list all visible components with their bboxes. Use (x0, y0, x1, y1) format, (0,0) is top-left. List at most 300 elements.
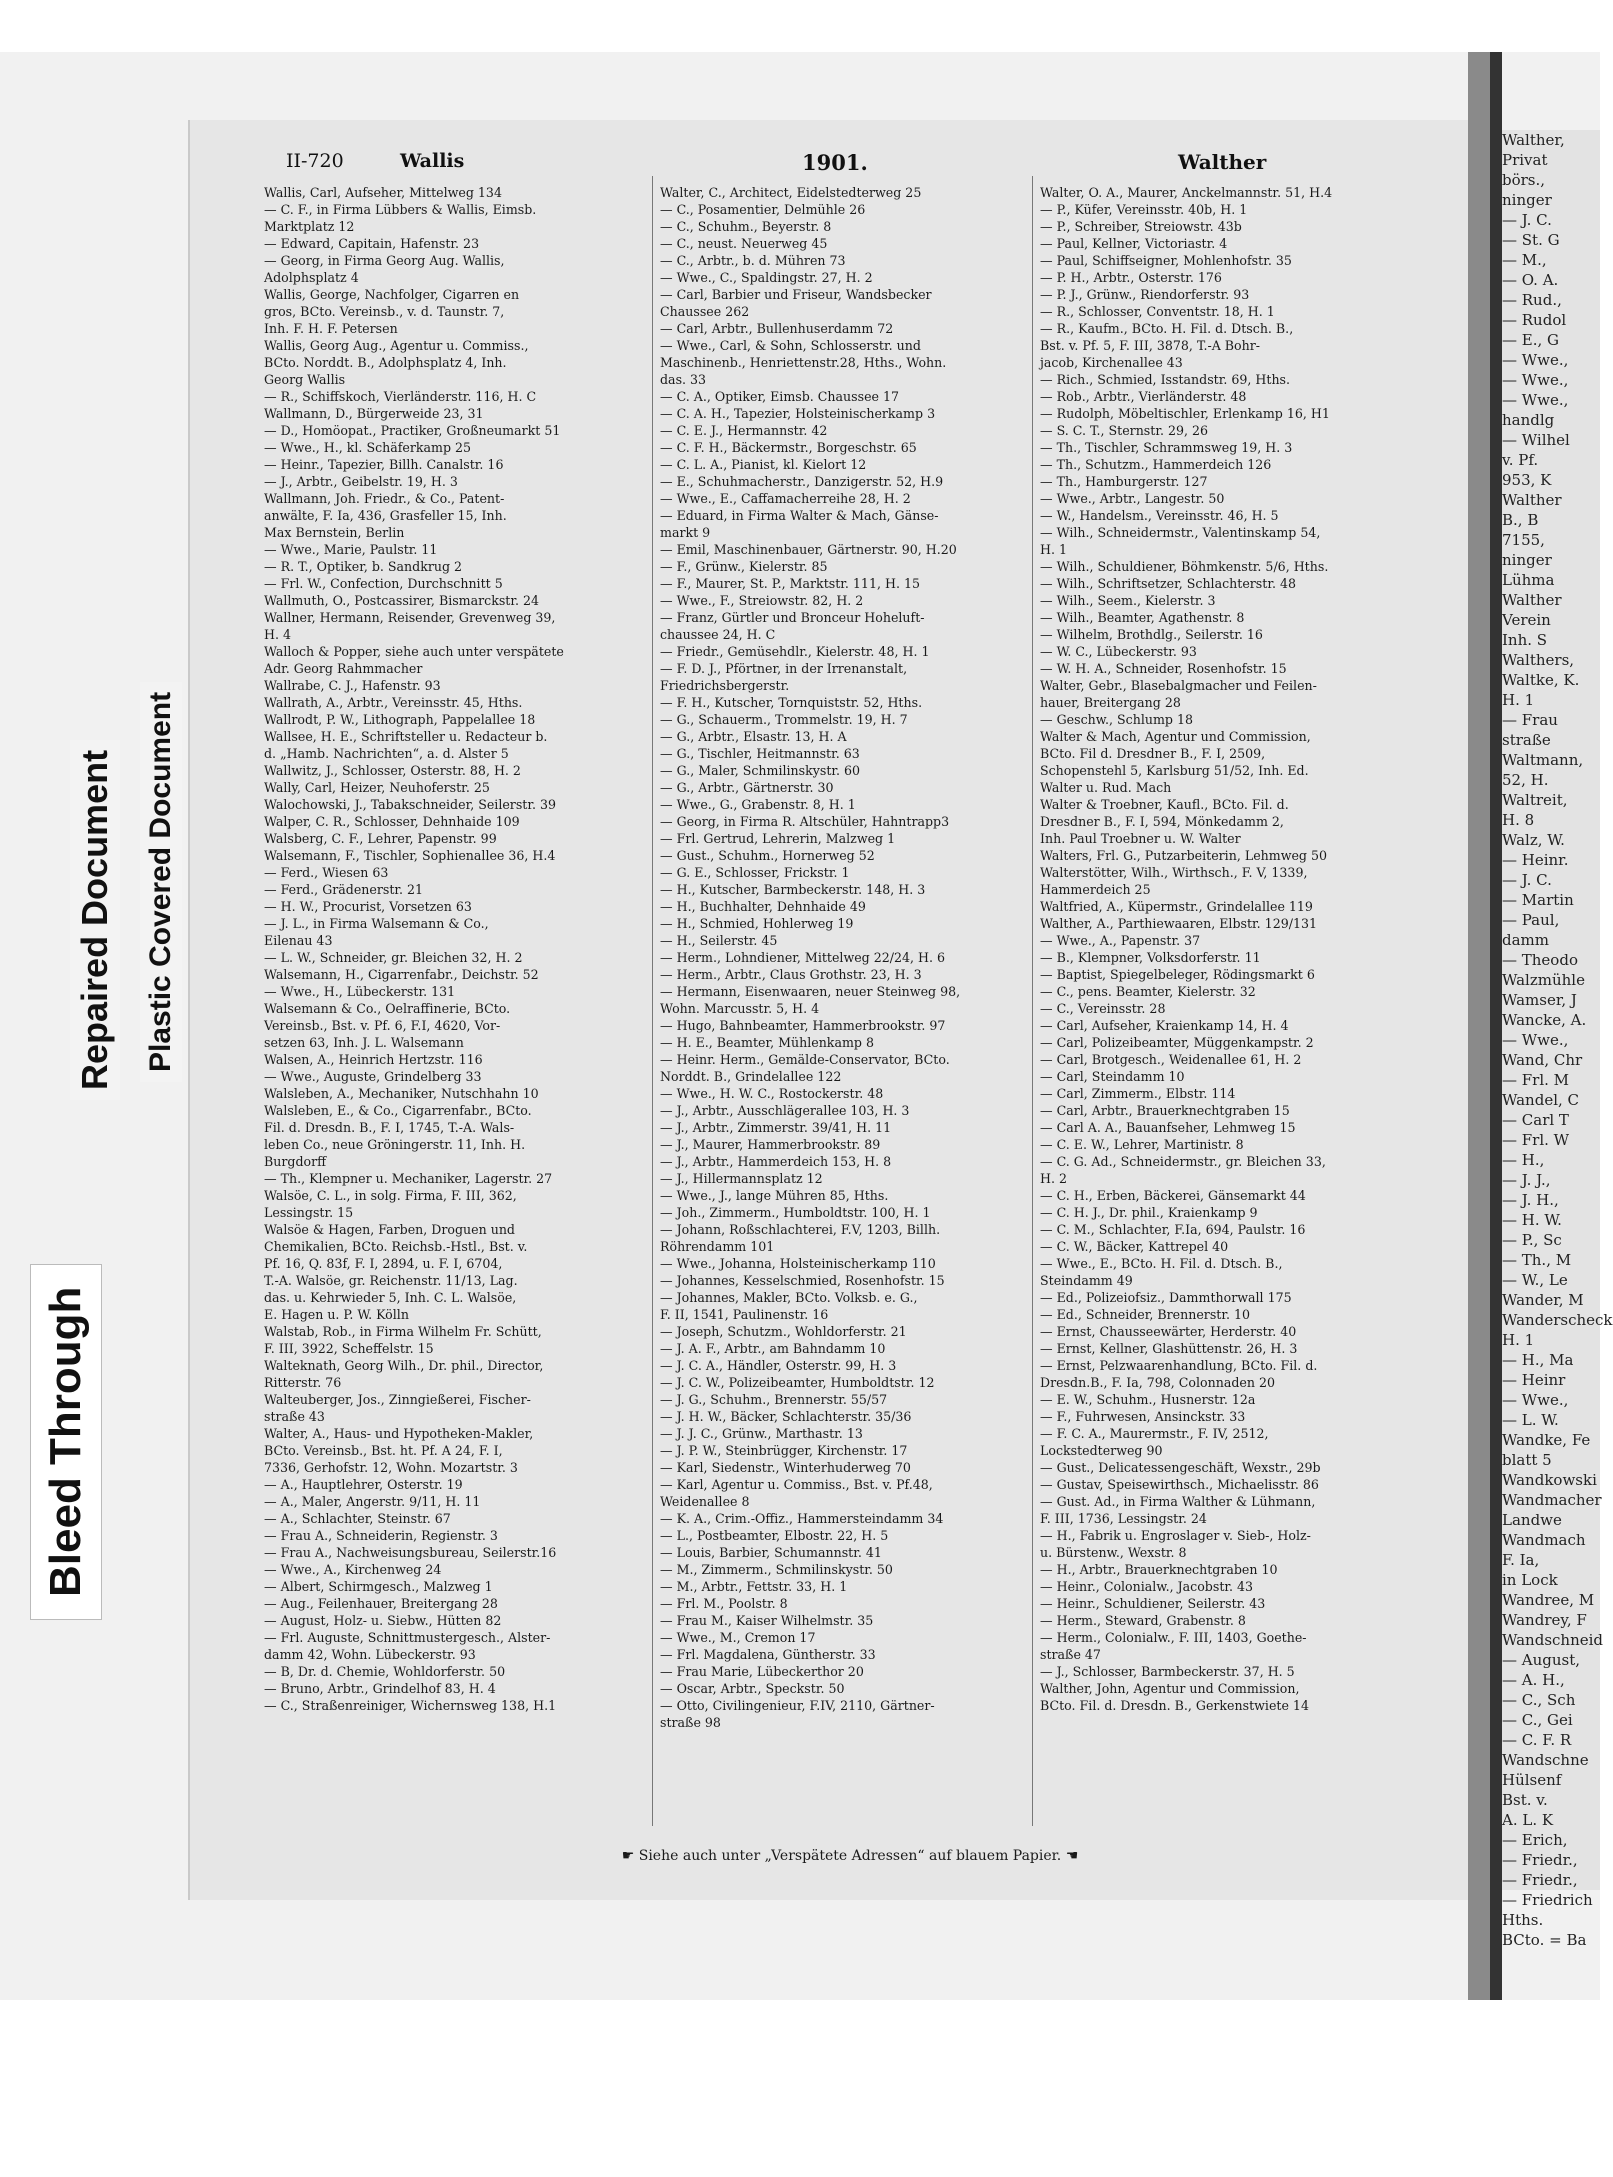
page-number: II-720 (286, 150, 344, 172)
directory-entry: — W. C., Lübeckerstr. 93 (1040, 644, 1197, 659)
facing-page-line: — C. F. R (1502, 1731, 1572, 1749)
directory-entry: — P., Küfer, Vereinsstr. 40b, H. 1 (1040, 202, 1248, 217)
directory-entry: Maschinenb., Henriettenstr.28, Hths., Wohn. (660, 355, 947, 370)
facing-page-line: — Wwe., (1502, 371, 1569, 389)
bleed-through-label: Bleed Through (30, 1264, 102, 1620)
directory-entry: — Carl, Barbier und Friseur, Wandsbecker (660, 287, 932, 302)
directory-entry: Walter, A., Haus- und Hypotheken-Makler, (264, 1426, 534, 1441)
directory-column-1 (264, 184, 654, 1784)
directory-entry: — Herm., Lohndiener, Mittelweg 22/24, H. 6 (660, 950, 946, 965)
directory-entry: — Albert, Schirmgesch., Malzweg 1 (264, 1579, 493, 1594)
facing-page-line: Walz, W. (1502, 831, 1565, 849)
directory-entry: — K. A., Crim.-Offiz., Hammersteindamm 34 (660, 1511, 944, 1526)
facing-page-line: H. 8 (1502, 811, 1535, 829)
directory-entry: — Wwe., Arbtr., Langestr. 50 (1040, 491, 1225, 506)
facing-page-line: Wanderscheck (1502, 1311, 1613, 1329)
facing-page-line: Wandmach (1502, 1531, 1586, 1549)
directory-entry: — Friedr., Gemüsehdlr., Kielerstr. 48, H. 1 (660, 644, 930, 659)
directory-entry: Wallis, George, Nachfolger, Cigarren en (264, 287, 520, 302)
directory-entry: — Frl. Gertrud, Lehrerin, Malzweg 1 (660, 831, 896, 846)
directory-entry: Inh. Paul Troebner u. W. Walter (1040, 831, 1241, 846)
facing-page-line: — St. G (1502, 231, 1560, 249)
facing-page-line: — Wilhel (1502, 431, 1570, 449)
directory-entry: — Ernst, Chausseewärter, Herderstr. 40 (1040, 1324, 1297, 1339)
directory-entry: Walteuberger, Jos., Zinngießerei, Fischer- (264, 1392, 531, 1407)
directory-entry: straße 98 (660, 1715, 721, 1730)
directory-entry: — C., pens. Beamter, Kielerstr. 32 (1040, 984, 1256, 999)
directory-entry: — Wwe., H., Lübeckerstr. 131 (264, 984, 456, 999)
facing-page-line: — H., Ma (1502, 1351, 1574, 1369)
directory-entry: — Carl, Polizeibeamter, Müggenkampstr. 2 (1040, 1035, 1314, 1050)
directory-entry: — E., Schuhmacherstr., Danzigerstr. 52, H.9 (660, 474, 944, 489)
directory-entry: — Aug., Feilenhauer, Breitergang 28 (264, 1596, 498, 1611)
directory-entry: Fil. d. Dresdn. B., F. I, 1745, T.-A. Wals- (264, 1120, 515, 1135)
facing-page-line: F. Ia, (1502, 1551, 1540, 1569)
directory-entry: H. 2 (1040, 1171, 1068, 1186)
directory-entry: — J. A. F., Arbtr., am Bahndamm 10 (660, 1341, 886, 1356)
directory-entry: 7336, Gerhofstr. 12, Wohn. Mozartstr. 3 (264, 1460, 518, 1475)
directory-entry: Walter u. Rud. Mach (1040, 780, 1172, 795)
facing-page-line: — Erich, (1502, 1831, 1568, 1849)
directory-entry: — C. H. J., Dr. phil., Kraienkamp 9 (1040, 1205, 1258, 1220)
facing-page-line: ninger (1502, 551, 1552, 569)
facing-page-line: Walther (1502, 491, 1562, 509)
directory-entry: Eilenau 43 (264, 933, 333, 948)
directory-entry: — Louis, Barbier, Schumannstr. 41 (660, 1545, 882, 1560)
facing-page-line: — Friedr., (1502, 1871, 1578, 1889)
directory-entry: — Carl, Steindamm 10 (1040, 1069, 1185, 1084)
directory-entry: — Wilh., Schuldiener, Böhmkenstr. 5/6, Hths. (1040, 559, 1329, 574)
directory-entry: — J., Hillermannsplatz 12 (660, 1171, 823, 1186)
directory-entry: — Geschw., Schlump 18 (1040, 712, 1193, 727)
directory-entry: Walsemann & Co., Oelraffinerie, BCto. (264, 1001, 511, 1016)
directory-entry: — B, Dr. d. Chemie, Wohldorferstr. 50 (264, 1664, 506, 1679)
directory-entry: Wallis, Georg Aug., Agentur u. Commiss., (264, 338, 529, 353)
directory-entry: — C., Arbtr., b. d. Mühren 73 (660, 253, 846, 268)
year-heading: 1901. (802, 150, 868, 175)
directory-entry: — Heinr., Tapezier, Billh. Canalstr. 16 (264, 457, 504, 472)
directory-entry: E. Hagen u. P. W. Kölln (264, 1307, 409, 1322)
directory-entry: — Rudolph, Möbeltischler, Erlenkamp 16, H1 (1040, 406, 1330, 421)
directory-entry: Walsen, A., Heinrich Hertzstr. 116 (264, 1052, 483, 1067)
directory-entry: Lessingstr. 15 (264, 1205, 354, 1220)
directory-entry: Walochowski, J., Tabakschneider, Seilerstr. 39 (264, 797, 557, 812)
facing-page-line: H. 1 (1502, 1331, 1535, 1349)
directory-entry: — Otto, Civilingenieur, F.IV, 2110, Gärtner- (660, 1698, 935, 1713)
facing-page-line: Wand, Chr (1502, 1051, 1583, 1069)
directory-entry: — J. C. W., Polizeibeamter, Humboldtstr. 12 (660, 1375, 935, 1390)
facing-page-line: ninger (1502, 191, 1552, 209)
directory-entry: — Wwe., C., Spaldingstr. 27, H. 2 (660, 270, 873, 285)
facing-page-line: Lühma (1502, 571, 1555, 589)
directory-entry: — F. D. J., Pförtner, in der Irrenanstalt, (660, 661, 908, 676)
directory-entry: Walstab, Rob., in Firma Wilhelm Fr. Schütt, (264, 1324, 542, 1339)
directory-entry: — L. W., Schneider, gr. Bleichen 32, H. 2 (264, 950, 523, 965)
facing-page-line: Wandmacher (1502, 1491, 1602, 1509)
facing-page-line: — Th., M (1502, 1251, 1572, 1269)
directory-entry: — Wwe., G., Grabenstr. 8, H. 1 (660, 797, 856, 812)
directory-entry: — A., Schlachter, Steinstr. 67 (264, 1511, 451, 1526)
facing-page-line: Wandke, Fe (1502, 1431, 1591, 1449)
facing-page-line: B., B (1502, 511, 1539, 529)
directory-entry: — Rich., Schmied, Isstandstr. 69, Hths. (1040, 372, 1291, 387)
facing-page-line: v. Pf. (1502, 451, 1539, 469)
directory-entry: — C. A., Optiker, Eimsb. Chaussee 17 (660, 389, 900, 404)
facing-page-line: — Rudol (1502, 311, 1567, 329)
facing-page-line: damm (1502, 931, 1549, 949)
directory-entry: — C., Straßenreiniger, Wichernsweg 138, H.1 (264, 1698, 557, 1713)
directory-entry: — Rob., Arbtr., Vierländerstr. 48 (1040, 389, 1247, 404)
facing-page-line: Wandschneid (1502, 1631, 1604, 1649)
directory-entry: — Heinr., Colonialw., Jacobstr. 43 (1040, 1579, 1254, 1594)
facing-page-line: — J. J., (1502, 1171, 1551, 1189)
directory-entry: Dresdn.B., F. Ia, 798, Colonnaden 20 (1040, 1375, 1276, 1390)
directory-entry: Lockstedterweg 90 (1040, 1443, 1163, 1458)
directory-entry: Wally, Carl, Heizer, Neuhoferstr. 25 (264, 780, 490, 795)
directory-entry: — Gust., Schuhm., Hornerweg 52 (660, 848, 875, 863)
directory-entry: Walsemann, H., Cigarrenfabr., Deichstr. 52 (264, 967, 539, 982)
facing-page-line: Walthers, (1502, 651, 1575, 669)
directory-entry: Walter, O. A., Maurer, Anckelmannstr. 51, H.4 (1040, 185, 1333, 200)
directory-entry: Walloch & Popper, siehe auch unter verspätete (264, 644, 564, 659)
directory-entry: — F. C. A., Maurermstr., F. IV, 2512, (1040, 1426, 1269, 1441)
directory-entry: — Wwe., F., Streiowstr. 82, H. 2 (660, 593, 864, 608)
facing-page-line: Verein (1502, 611, 1551, 629)
directory-entry: Wallwitz, J., Schlosser, Osterstr. 88, H. 2 (264, 763, 521, 778)
facing-page-line: — Theodo (1502, 951, 1578, 969)
book-spine-shadow (1490, 52, 1502, 2000)
directory-entry: — H., Seilerstr. 45 (660, 933, 778, 948)
directory-entry: — Johannes, Makler, BCto. Volksb. e. G., (660, 1290, 918, 1305)
facing-page-line: — M., (1502, 251, 1547, 269)
condition-labels (20, 580, 200, 1620)
directory-entry: — Frau Marie, Lübeckerthor 20 (660, 1664, 864, 1679)
directory-entry: chaussee 24, H. C (660, 627, 776, 642)
directory-entry: — Georg, in Firma R. Altschüler, Hahntrapp3 (660, 814, 950, 829)
directory-entry: — Wwe., Marie, Paulstr. 11 (264, 542, 438, 557)
facing-page-line: — J. C. (1502, 871, 1552, 889)
directory-entry: — J. G., Schuhm., Brennerstr. 55/57 (660, 1392, 888, 1407)
directory-entry: Chemikalien, BCto. Reichsb.-Hstl., Bst. v. (264, 1239, 528, 1254)
directory-entry: — Carl, Brotgesch., Weidenallee 61, H. 2 (1040, 1052, 1302, 1067)
plastic-covered-label: Plastic Covered Document (140, 682, 182, 1082)
directory-entry: F. III, 3922, Scheffelstr. 15 (264, 1341, 434, 1356)
facing-page-line: börs., (1502, 171, 1546, 189)
directory-entry: — Joseph, Schutzm., Wohldorferstr. 21 (660, 1324, 907, 1339)
directory-entry: — Ferd., Wiesen 63 (264, 865, 389, 880)
directory-entry: — F., Grünw., Kielerstr. 85 (660, 559, 828, 574)
right-catchword: Walther (1178, 150, 1267, 174)
directory-entry: Walsberg, C. F., Lehrer, Papenstr. 99 (264, 831, 497, 846)
facing-page-line: Wamser, J (1502, 991, 1577, 1009)
facing-page-line: Hths. (1502, 1911, 1544, 1929)
directory-entry: — C. F., in Firma Lübbers & Wallis, Eimsb. (264, 202, 537, 217)
facing-page-line: Waltmann, (1502, 751, 1584, 769)
directory-entry: straße 47 (1040, 1647, 1101, 1662)
facing-page-line: — Heinr (1502, 1371, 1566, 1389)
facing-page-line: — Carl T (1502, 1111, 1569, 1129)
facing-page-line: Walzmühle (1502, 971, 1585, 989)
directory-entry: — J., Schlosser, Barmbeckerstr. 37, H. 5 (1040, 1664, 1295, 1679)
directory-entry: Walter & Troebner, Kaufl., BCto. Fil. d. (1040, 797, 1289, 812)
facing-page-line: — Frl. W (1502, 1131, 1570, 1149)
directory-entry: das. u. Kehrwieder 5, Inh. C. L. Walsöe, (264, 1290, 517, 1305)
directory-entry: Walther, A., Parthiewaaren, Elbstr. 129/131 (1040, 916, 1317, 931)
directory-entry: — H., Schmied, Hohlerweg 19 (660, 916, 854, 931)
directory-entry: — C., neust. Neuerweg 45 (660, 236, 828, 251)
directory-entry: Adr. Georg Rahmmacher (264, 661, 423, 676)
directory-entry: Pf. 16, Q. 83f, F. I, 2894, u. F. I, 6704, (264, 1256, 503, 1271)
directory-entry: — J., Maurer, Hammerbrookstr. 89 (660, 1137, 881, 1152)
directory-entry: setzen 63, Inh. J. L. Walsemann (264, 1035, 464, 1050)
directory-entry: — R., Schiffskoch, Vierländerstr. 116, H. C (264, 389, 537, 404)
directory-entry: Wohn. Marcusstr. 5, H. 4 (660, 1001, 820, 1016)
directory-entry: — Eduard, in Firma Walter & Mach, Gänse- (660, 508, 939, 523)
facing-page-line: — Martin (1502, 891, 1574, 909)
directory-entry: Chaussee 262 (660, 304, 750, 319)
directory-entry: — Karl, Agentur u. Commiss., Bst. v. Pf.48, (660, 1477, 933, 1492)
directory-entry: Walters, Frl. G., Putzarbeiterin, Lehmweg 50 (1040, 848, 1328, 863)
directory-entry: — Th., Hamburgerstr. 127 (1040, 474, 1208, 489)
directory-entry: — Gust. Ad., in Firma Walther & Lühmann, (1040, 1494, 1316, 1509)
facing-page-line: Walther (1502, 591, 1562, 609)
directory-entry: — H., Kutscher, Barmbeckerstr. 148, H. 3 (660, 882, 926, 897)
facing-page-line: — August, (1502, 1651, 1581, 1669)
facing-page-line: Wandrey, F (1502, 1611, 1587, 1629)
directory-entry: — G. E., Schlosser, Frickstr. 1 (660, 865, 850, 880)
directory-entry: — R. T., Optiker, b. Sandkrug 2 (264, 559, 463, 574)
directory-entry: — A., Maler, Angerstr. 9/11, H. 11 (264, 1494, 481, 1509)
directory-entry: d. „Hamb. Nachrichten“, a. d. Alster 5 (264, 746, 509, 761)
directory-entry: — Ernst, Kellner, Glashüttenstr. 26, H. 3 (1040, 1341, 1298, 1356)
directory-entry: — Ed., Schneider, Brennerstr. 10 (1040, 1307, 1251, 1322)
facing-page-line: 7155, (1502, 531, 1545, 549)
page-header (190, 150, 1460, 180)
facing-page-line: in Lock (1502, 1571, 1558, 1589)
directory-entry: — J. H. W., Bäcker, Schlachterstr. 35/36 (660, 1409, 912, 1424)
directory-entry: — J., Arbtr., Ausschlägerallee 103, H. 3 (660, 1103, 910, 1118)
directory-entry: — P. J., Grünw., Riendorferstr. 93 (1040, 287, 1250, 302)
directory-entry: — S. C. T., Sternstr. 29, 26 (1040, 423, 1209, 438)
directory-entry: — G., Tischler, Heitmannstr. 63 (660, 746, 860, 761)
directory-entry: — F., Fuhrwesen, Ansinckstr. 33 (1040, 1409, 1246, 1424)
directory-entry: Walterstötter, Wilh., Wirthsch., F. V, 1339, (1040, 865, 1308, 880)
directory-entry: Wallsee, H. E., Schriftsteller u. Redacteur b. (264, 729, 548, 744)
directory-entry: Wallner, Hermann, Reisender, Grevenweg 39, (264, 610, 556, 625)
directory-entry: — Karl, Siedenstr., Winterhuderweg 70 (660, 1460, 911, 1475)
directory-entry: hauer, Breitergang 28 (1040, 695, 1181, 710)
directory-entry: — G., Arbtr., Gärtnerstr. 30 (660, 780, 834, 795)
directory-entry: — F., Maurer, St. P., Marktstr. 111, H. 15 (660, 576, 920, 591)
left-catchword: Wallis (400, 150, 465, 172)
facing-page-line: handlg (1502, 411, 1555, 429)
directory-entry: — C., Posamentier, Delmühle 26 (660, 202, 866, 217)
facing-page-line: Landwe (1502, 1511, 1562, 1529)
directory-entry: — J. C. A., Händler, Osterstr. 99, H. 3 (660, 1358, 897, 1373)
directory-entry: BCto. Vereinsb., Bst. ht. Pf. A 24, F. I, (264, 1443, 503, 1458)
directory-entry: Walter & Mach, Agentur und Commission, (1040, 729, 1311, 744)
facing-page-line: Wandree, M (1502, 1591, 1595, 1609)
facing-page-line: — Friedrich (1502, 1891, 1593, 1909)
directory-entry: — Wwe., A., Papenstr. 37 (1040, 933, 1201, 948)
directory-entry: — Georg, in Firma Georg Aug. Wallis, (264, 253, 505, 268)
directory-entry: Norddt. B., Grindelallee 122 (660, 1069, 842, 1084)
facing-page-line: Walther, (1502, 131, 1565, 149)
directory-entry: Walteknath, Georg Wilh., Dr. phil., Director, (264, 1358, 544, 1373)
directory-entry: Waltfried, A., Küpermstr., Grindelallee 119 (1040, 899, 1313, 914)
facing-page-line: H. 1 (1502, 691, 1535, 709)
directory-entry: Marktplatz 12 (264, 219, 355, 234)
directory-entry: u. Bürstenw., Wexstr. 8 (1040, 1545, 1187, 1560)
directory-entry: — F. H., Kutscher, Tornquiststr. 52, Hths. (660, 695, 923, 710)
facing-page-line: Waltreit, (1502, 791, 1568, 809)
directory-entry: Walsleben, A., Mechaniker, Nutschhahn 10 (264, 1086, 539, 1101)
directory-entry: Walper, C. R., Schlosser, Dehnhaide 109 (264, 814, 520, 829)
facing-page-line: — Friedr., (1502, 1851, 1578, 1869)
directory-entry: Ritterstr. 76 (264, 1375, 342, 1390)
directory-entry: — Th., Tischler, Schrammsweg 19, H. 3 (1040, 440, 1293, 455)
facing-page-line: — Paul, (1502, 911, 1560, 929)
directory-entry: — Joh., Zimmerm., Humboldtstr. 100, H. 1 (660, 1205, 931, 1220)
directory-entry: H. 1 (1040, 542, 1068, 557)
directory-entry: — H., Buchhalter, Dehnhaide 49 (660, 899, 866, 914)
facing-page-line: BCto. = Ba (1502, 1931, 1587, 1949)
facing-page-line: Wandschne (1502, 1751, 1589, 1769)
directory-entry: — Edward, Capitain, Hafenstr. 23 (264, 236, 480, 251)
directory-entry: — Wwe., M., Cremon 17 (660, 1630, 816, 1645)
facing-page-line: blatt 5 (1502, 1451, 1552, 1469)
directory-entry: — Wilh., Beamter, Agathenstr. 8 (1040, 610, 1245, 625)
directory-entry: — Heinr. Herm., Gemälde-Conservator, BCto. (660, 1052, 950, 1067)
directory-entry: — Th., Klempner u. Mechaniker, Lagerstr. 27 (264, 1171, 553, 1186)
directory-entry: — C. G. Ad., Schneidermstr., gr. Bleichen 33, (1040, 1154, 1326, 1169)
directory-entry: — Johannes, Kesselschmied, Rosenhofstr. 15 (660, 1273, 945, 1288)
facing-page-line: Wandkowski (1502, 1471, 1597, 1489)
facing-page-line: 52, H. (1502, 771, 1549, 789)
directory-entry: — H., Fabrik u. Engroslager v. Sieb-, Holz- (1040, 1528, 1311, 1543)
facing-page-line: — H. W. (1502, 1211, 1562, 1229)
directory-entry: F. II, 1541, Paulinenstr. 16 (660, 1307, 829, 1322)
directory-column-2 (660, 184, 1050, 1784)
directory-entry: — Franz, Gürtler und Bronceur Hoheluft- (660, 610, 925, 625)
directory-entry: — Frl. Magdalena, Güntherstr. 33 (660, 1647, 876, 1662)
facing-page-line: — W., Le (1502, 1271, 1568, 1289)
directory-entry: — C. A. H., Tapezier, Holsteinischerkamp 3 (660, 406, 936, 421)
directory-entry: — C. L. A., Pianist, kl. Kielort 12 (660, 457, 867, 472)
directory-entry: gros, BCto. Vereinsb., v. d. Taunstr. 7, (264, 304, 505, 319)
directory-entry: — Wwe., J., lange Mühren 85, Hths. (660, 1188, 889, 1203)
facing-page-line: — J. H., (1502, 1191, 1559, 1209)
directory-entry: Weidenallee 8 (660, 1494, 750, 1509)
directory-entry: — Wilh., Schriftsetzer, Schlachterstr. 48 (1040, 576, 1296, 591)
facing-page-line: — Wwe., (1502, 1031, 1569, 1049)
directory-entry: — J., Arbtr., Zimmerstr. 39/41, H. 11 (660, 1120, 892, 1135)
directory-entry: das. 33 (660, 372, 707, 387)
directory-entry: — G., Arbtr., Elsastr. 13, H. A (660, 729, 847, 744)
facing-page-line: Waltke, K. (1502, 671, 1580, 689)
directory-entry: — Frl. Auguste, Schnittmustergesch., Alster- (264, 1630, 551, 1645)
directory-entry: — Emil, Maschinenbauer, Gärtnerstr. 90, H.20 (660, 542, 957, 557)
directory-entry: — Wilh., Seem., Kielerstr. 3 (1040, 593, 1216, 608)
directory-entry: Wallrabe, C. J., Hafenstr. 93 (264, 678, 441, 693)
directory-entry: Bst. v. Pf. 5, F. III, 3878, T.-A Bohr- (1040, 338, 1261, 353)
directory-entry: — C. H., Erben, Bäckerei, Gänsemarkt 44 (1040, 1188, 1306, 1203)
directory-entry: — Wwe., A., Kirchenweg 24 (264, 1562, 442, 1577)
directory-entry: Inh. F. H. F. Petersen (264, 321, 398, 336)
page-footer-note: ☛ Siehe auch unter „Verspätete Adressen“ auf blauem Papier. ☚ (621, 1848, 1079, 1864)
directory-entry: — Herm., Arbtr., Claus Grothstr. 23, H. 3 (660, 967, 922, 982)
directory-entry: — A., Hauptlehrer, Osterstr. 19 (264, 1477, 463, 1492)
facing-page-line: — Wwe., (1502, 351, 1569, 369)
facing-page-line: — A. H., (1502, 1671, 1565, 1689)
directory-entry: BCto. Norddt. B., Adolphsplatz 4, Inh. (264, 355, 507, 370)
directory-entry: BCto. Fil d. Dresdner B., F. I, 2509, (1040, 746, 1266, 761)
directory-entry: — Heinr., Schuldiener, Seilerstr. 43 (1040, 1596, 1266, 1611)
directory-entry: Wallis, Carl, Aufseher, Mittelweg 134 (264, 185, 502, 200)
facing-page-line: — H., (1502, 1151, 1545, 1169)
directory-entry: — Wwe., H., kl. Schäferkamp 25 (264, 440, 472, 455)
directory-entry: Max Bernstein, Berlin (264, 525, 405, 540)
directory-entry: — Wwe., H. W. C., Rostockerstr. 48 (660, 1086, 884, 1101)
directory-entry: — R., Schlosser, Conventstr. 18, H. 1 (1040, 304, 1275, 319)
directory-entry: — Frau M., Kaiser Wilhelmstr. 35 (660, 1613, 874, 1628)
facing-page-line: A. L. K (1502, 1811, 1554, 1829)
directory-entry: Schopenstehl 5, Karlsburg 51/52, Inh. Ed. (1040, 763, 1309, 778)
directory-entry: — C. F. H., Bäckermstr., Borgeschstr. 65 (660, 440, 917, 455)
directory-entry: — Ferd., Grädenerstr. 21 (264, 882, 424, 897)
directory-entry: — Johann, Roßschlachterei, F.V, 1203, Billh. (660, 1222, 941, 1237)
directory-entry: — Bruno, Arbtr., Grindelhof 83, H. 4 (264, 1681, 496, 1696)
directory-entry: — G., Schauerm., Trommelstr. 19, H. 7 (660, 712, 908, 727)
directory-entry: Adolphsplatz 4 (264, 270, 359, 285)
directory-entry: — H., Arbtr., Brauerknechtgraben 10 (1040, 1562, 1278, 1577)
directory-entry: — D., Homöopat., Practiker, Großneumarkt 51 (264, 423, 561, 438)
directory-entry: — C. M., Schlachter, F.Ia, 694, Paulstr. 16 (1040, 1222, 1306, 1237)
directory-entry: — Paul, Kellner, Victoriastr. 4 (1040, 236, 1228, 251)
directory-entry: — Wilhelm, Brothdlg., Seilerstr. 16 (1040, 627, 1263, 642)
facing-page-line: Privat (1502, 151, 1548, 169)
directory-entry: — Carl A. A., Bauanfseher, Lehmweg 15 (1040, 1120, 1296, 1135)
directory-entry: Wallmuth, O., Postcassirer, Bismarckstr. 24 (264, 593, 540, 608)
directory-entry: — Wwe., Carl, & Sohn, Schlosserstr. und (660, 338, 921, 353)
facing-page-line: — O. A. (1502, 271, 1559, 289)
directory-entry: — Baptist, Spiegelbeleger, Rödingsmarkt 6 (1040, 967, 1315, 982)
directory-entry: damm 42, Wohn. Lübeckerstr. 93 (264, 1647, 476, 1662)
directory-entry: — H. E., Beamter, Mühlenkamp 8 (660, 1035, 874, 1050)
directory-entry: — Ernst, Pelzwaarenhandlung, BCto. Fil. d. (1040, 1358, 1318, 1373)
book-spine (1468, 52, 1490, 2000)
directory-entry: — Oscar, Arbtr., Speckstr. 50 (660, 1681, 845, 1696)
directory-entry: — Frl. M., Poolstr. 8 (660, 1596, 788, 1611)
directory-entry: Wallrodt, P. W., Lithograph, Pappelallee 18 (264, 712, 536, 727)
directory-entry: — C., Vereinsstr. 28 (1040, 1001, 1166, 1016)
directory-entry: — C., Schuhm., Beyerstr. 8 (660, 219, 832, 234)
directory-entry: Wallmann, D., Bürgerweide 23, 31 (264, 406, 484, 421)
directory-entry: — P., Schreiber, Streiowstr. 43b (1040, 219, 1242, 234)
facing-page-line: Bst. v. (1502, 1791, 1548, 1809)
directory-entry: Walsöe & Hagen, Farben, Droguen und (264, 1222, 515, 1237)
directory-entry: Burgdorff (264, 1154, 327, 1169)
facing-page-line: straße (1502, 731, 1551, 749)
facing-page-line: Inh. S (1502, 631, 1548, 649)
facing-page-line: — L. W. (1502, 1411, 1559, 1429)
directory-entry: Wallmann, Joh. Friedr., & Co., Patent- (264, 491, 505, 506)
directory-entry: — J. L., in Firma Walsemann & Co., (264, 916, 489, 931)
directory-entry: Hammerdeich 25 (1040, 882, 1151, 897)
directory-entry: — Wwe., E., BCto. H. Fil. d. Dtsch. B., (1040, 1256, 1283, 1271)
directory-entry: — Herm., Steward, Grabenstr. 8 (1040, 1613, 1246, 1628)
directory-entry: Vereinsb., Bst. v. Pf. 6, F.I, 4620, Vor- (264, 1018, 501, 1033)
